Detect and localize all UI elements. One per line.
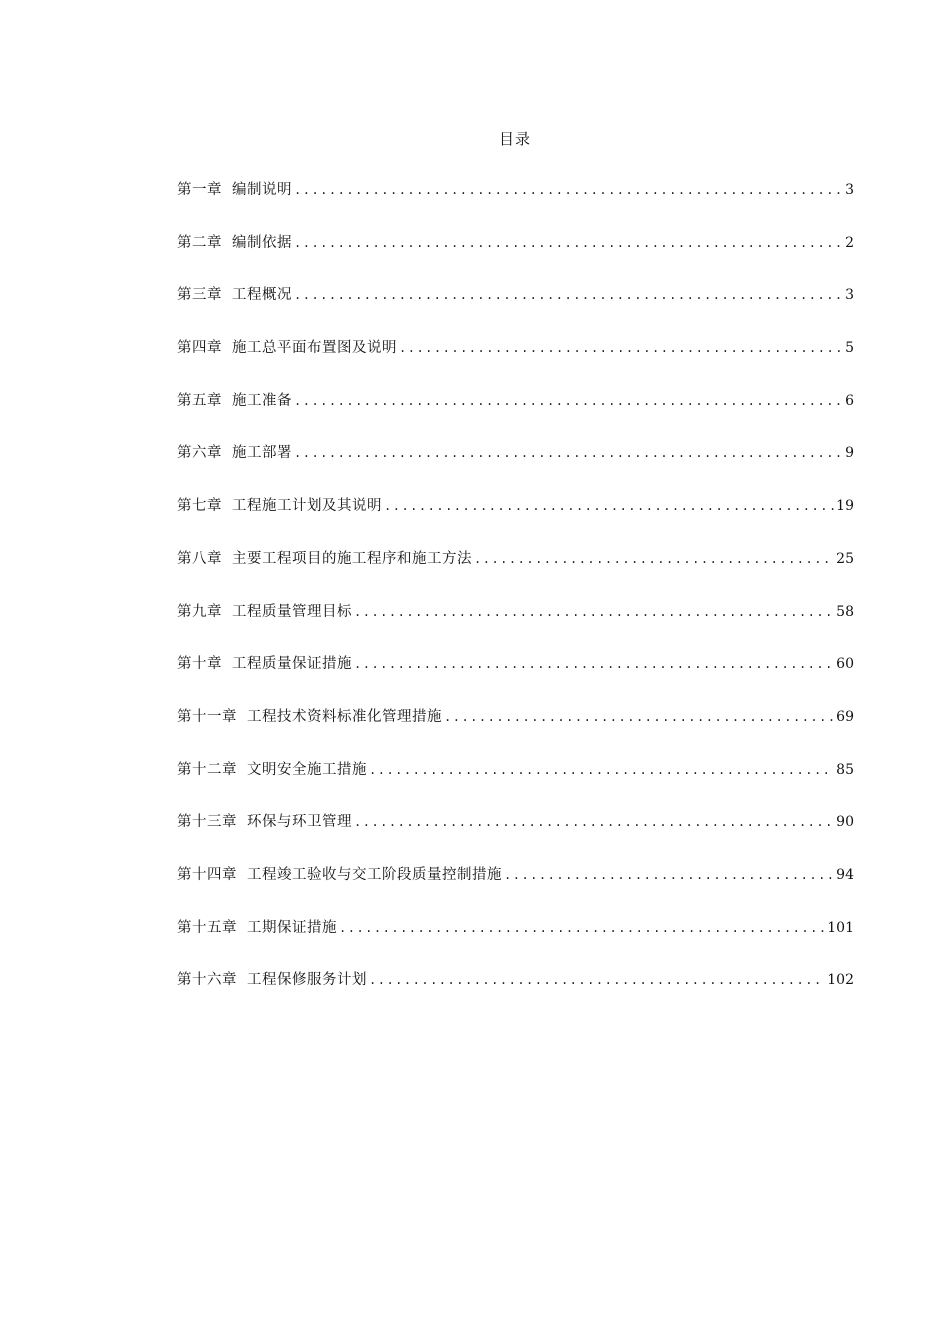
toc-entry[interactable]	[177, 811, 854, 864]
chapter-number: 第七章	[177, 498, 222, 515]
chapter-title: 工期保证措施	[247, 919, 337, 936]
dot-leader	[399, 337, 843, 359]
chapter-number: 第一章	[177, 182, 222, 198]
page-number: 60	[836, 656, 854, 673]
chapter-number: 第九章	[177, 603, 222, 620]
dot-leader	[369, 759, 834, 781]
dot-leader	[294, 284, 843, 306]
page-number: 6	[845, 392, 854, 409]
dot-leader	[339, 917, 825, 939]
chapter-number: 第十一章	[177, 708, 237, 725]
chapter-number: 第十二章	[177, 761, 237, 778]
chapter-title: 编制说明	[232, 182, 292, 198]
chapter-title: 环保与环卫管理	[247, 814, 352, 831]
chapter-title: 编制依据	[232, 234, 292, 251]
chapter-number: 第八章	[177, 550, 222, 567]
toc-list	[177, 179, 854, 1022]
toc-entry[interactable]	[177, 179, 854, 232]
toc-entry[interactable]	[177, 495, 854, 548]
chapter-number: 第十六章	[177, 972, 237, 989]
chapter-title: 工程技术资料标准化管理措施	[247, 708, 442, 725]
toc-entry[interactable]	[177, 917, 854, 970]
chapter-title: 工程质量保证措施	[232, 656, 352, 673]
page-number: 90	[836, 814, 854, 831]
chapter-title: 工程质量管理目标	[232, 603, 352, 620]
chapter-number: 第十三章	[177, 814, 237, 831]
chapter-number: 第五章	[177, 392, 222, 409]
chapter-number: 第四章	[177, 340, 222, 357]
page-number: 101	[827, 919, 854, 936]
page-number: 25	[836, 550, 854, 567]
dot-leader	[294, 442, 843, 464]
chapter-title: 施工部署	[232, 445, 292, 462]
toc-entry[interactable]	[177, 653, 854, 706]
page-number: 85	[836, 761, 854, 778]
dot-leader	[354, 601, 834, 623]
dot-leader	[354, 653, 834, 675]
page-number: 3	[845, 182, 854, 198]
dot-leader	[354, 811, 834, 833]
dot-leader	[294, 179, 843, 201]
dot-leader	[294, 232, 843, 254]
chapter-number: 第十五章	[177, 919, 237, 936]
page-number: 69	[836, 708, 854, 725]
toc-entry[interactable]	[177, 759, 854, 812]
chapter-title: 文明安全施工措施	[247, 761, 367, 778]
chapter-number: 第十章	[177, 656, 222, 673]
toc-title: 目录	[498, 130, 531, 148]
page-number: 9	[845, 445, 854, 462]
page-number: 94	[836, 866, 854, 883]
chapter-title: 工程施工计划及其说明	[232, 498, 382, 515]
page-number: 102	[827, 972, 854, 989]
chapter-title: 主要工程项目的施工程序和施工方法	[232, 550, 472, 567]
chapter-number: 第六章	[177, 445, 222, 462]
dot-leader	[504, 864, 834, 886]
page-number: 2	[845, 234, 854, 251]
page-number: 19	[836, 498, 854, 515]
page-number: 3	[845, 287, 854, 304]
toc-entry[interactable]	[177, 548, 854, 601]
chapter-title: 工程竣工验收与交工阶段质量控制措施	[247, 866, 502, 883]
dot-leader	[384, 495, 834, 517]
dot-leader	[294, 390, 843, 412]
chapter-title: 工程保修服务计划	[247, 972, 367, 989]
toc-entry[interactable]	[177, 442, 854, 495]
toc-entry[interactable]	[177, 232, 854, 285]
toc-entry[interactable]	[177, 969, 854, 1022]
chapter-title: 施工总平面布置图及说明	[232, 340, 397, 357]
chapter-title: 施工准备	[232, 392, 292, 409]
toc-entry[interactable]	[177, 337, 854, 390]
toc-entry[interactable]	[177, 390, 854, 443]
dot-leader	[369, 969, 825, 991]
chapter-number: 第十四章	[177, 866, 237, 883]
page-number: 58	[836, 603, 854, 620]
dot-leader	[474, 548, 834, 570]
dot-leader	[444, 706, 834, 728]
page-number: 5	[845, 340, 854, 357]
chapter-number: 第二章	[177, 234, 222, 251]
chapter-title: 工程概况	[232, 287, 292, 304]
toc-entry[interactable]	[177, 864, 854, 917]
toc-entry[interactable]	[177, 601, 854, 654]
toc-entry[interactable]	[177, 284, 854, 337]
chapter-number: 第三章	[177, 287, 222, 304]
toc-entry[interactable]	[177, 706, 854, 759]
